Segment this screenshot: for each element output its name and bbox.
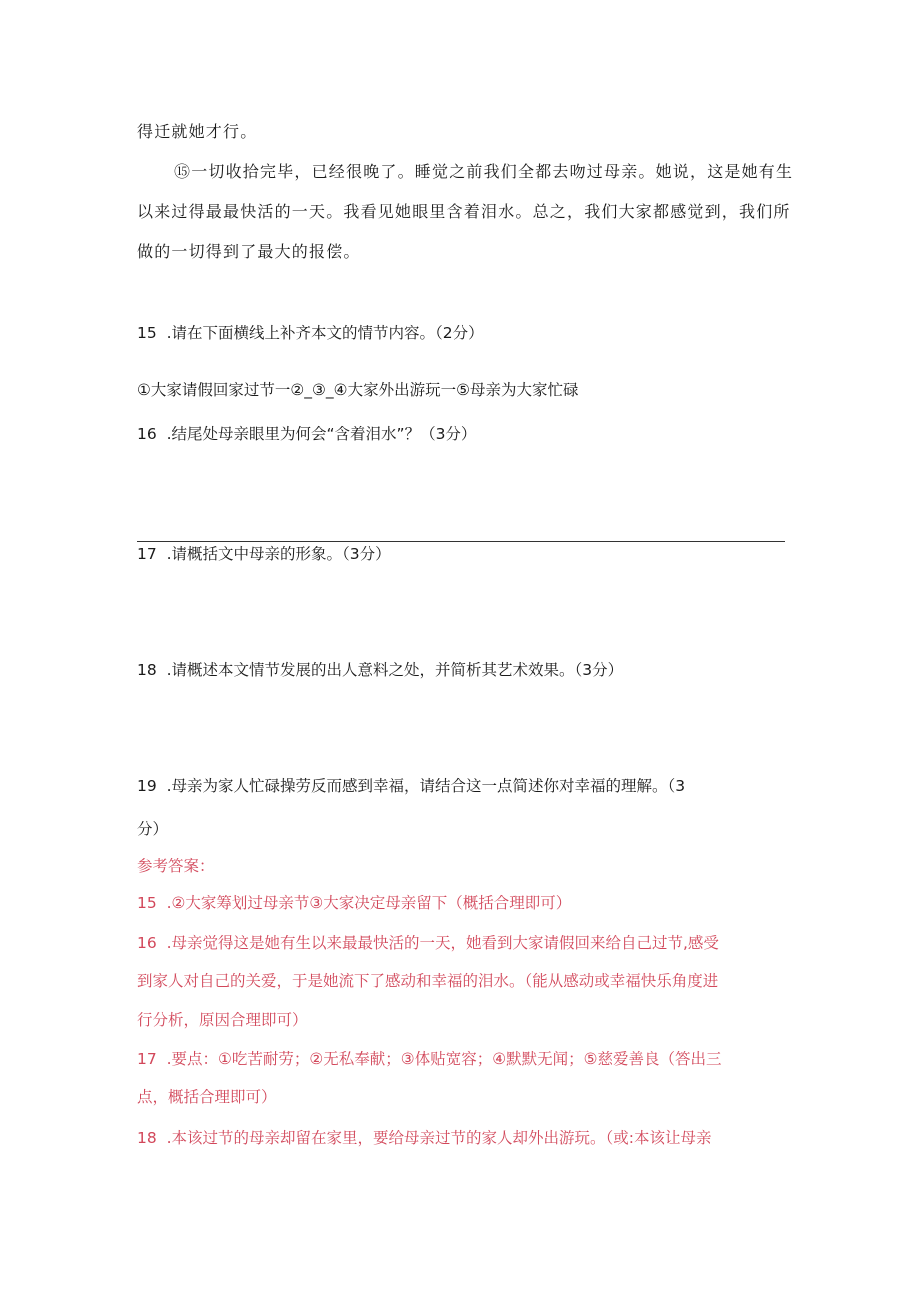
answers-heading: 参考答案：	[137, 857, 215, 875]
answer-17: 17 .要点：①吃苦耐劳；②无私奉献；③体贴宽容；④默默无闻；⑤慈爱善良（答出三	[137, 1050, 722, 1068]
question-16: 16 .结尾处母亲眼里为何会“含着泪水”？（3分）	[137, 425, 477, 443]
question-18: 18 .请概述本文情节发展的出人意料之处，并简析其艺术效果。（3分）	[137, 661, 624, 679]
answer-15: 15 .②大家筹划过母亲节③大家决定母亲留下（概括合理即可）	[137, 894, 572, 912]
question-15-plot: ①大家请假回家过节一②_③_④大家外出游玩一⑤母亲为大家忙碌	[137, 381, 579, 399]
passage-line: 得迁就她才行。	[137, 122, 258, 141]
passage-paragraph-15: ⑮一切收拾完毕，已经很晚了。睡觉之前我们全都去吻过母亲。她说，这是她有生	[174, 162, 794, 181]
question-19-cont: 分）	[137, 820, 169, 838]
answer-18: 18 .本该过节的母亲却留在家里，要给母亲过节的家人却外出游玩。（或:本该让母亲	[137, 1129, 712, 1147]
answer-16: 16 .母亲觉得这是她有生以来最最快活的一天，她看到大家请假回来给自己过节,感受	[137, 934, 719, 952]
answer-rule-line	[137, 541, 785, 542]
answer-17-cont: 点，概括合理即可）	[137, 1088, 277, 1106]
passage-line: 以来过得最最快活的一天。我看见她眼里含着泪水。总之，我们大家都感觉到，我们所	[137, 202, 791, 221]
question-19: 19 .母亲为家人忙碌操劳反而感到幸福，请结合这一点简述你对幸福的理解。（3	[137, 777, 686, 795]
answer-16-cont: 行分析，原因合理即可）	[137, 1011, 308, 1029]
answer-16-cont: 到家人对自己的关爱，于是她流下了感动和幸福的泪水。（能从感动或幸福快乐角度进	[137, 972, 719, 990]
question-17: 17 .请概括文中母亲的形象。（3分）	[137, 545, 391, 563]
passage-line: 做的一切得到了最大的报偿。	[137, 242, 361, 261]
question-15: 15 .请在下面横线上补齐本文的情节内容。（2分）	[137, 324, 484, 342]
